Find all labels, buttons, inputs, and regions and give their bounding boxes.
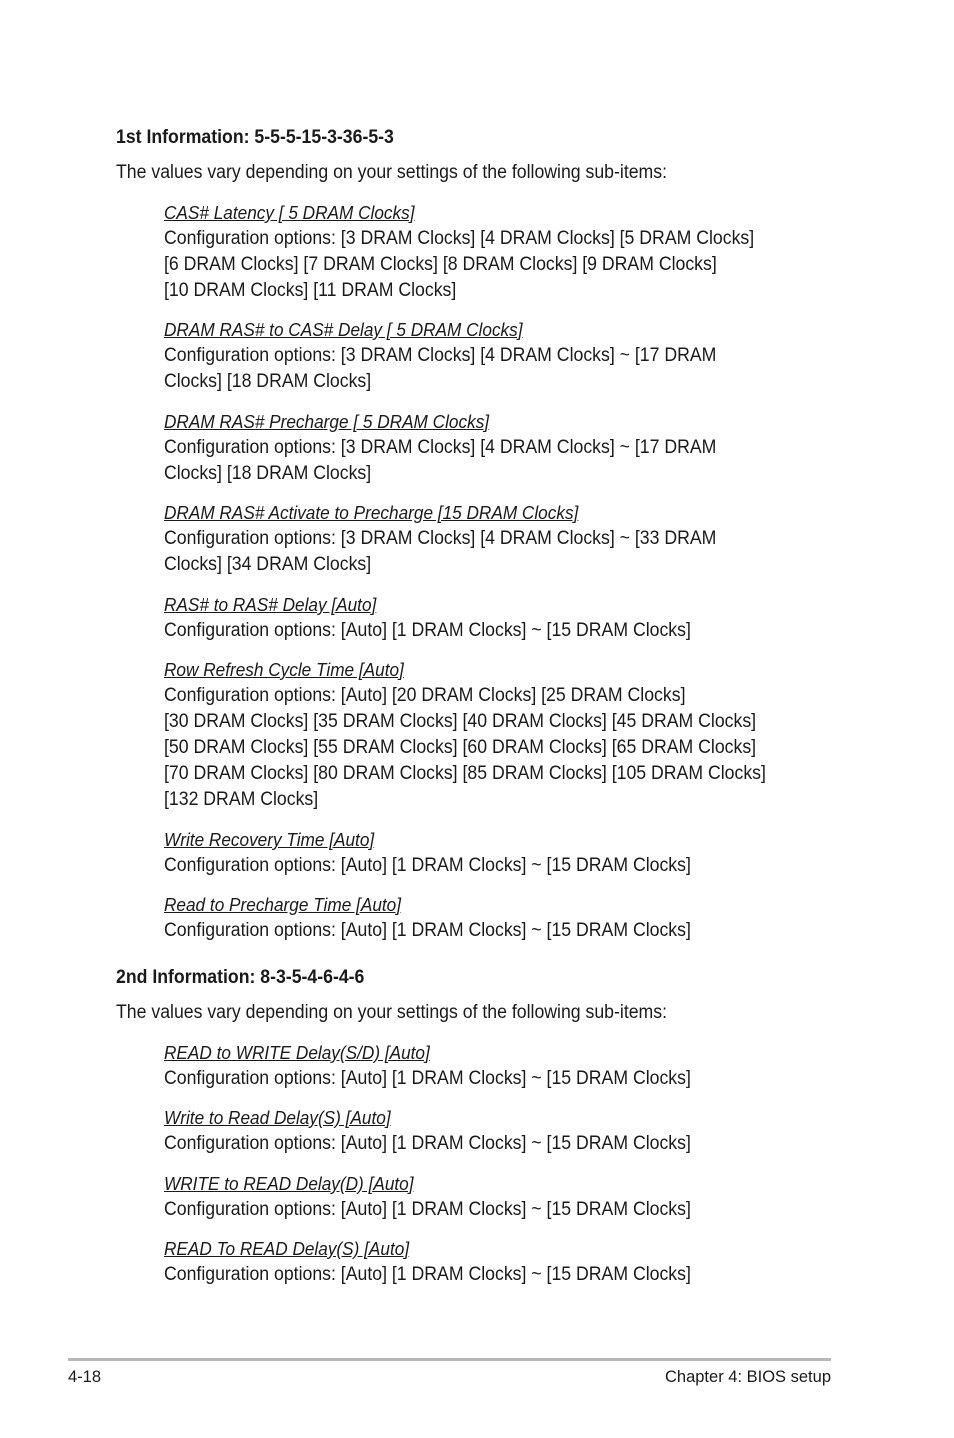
setting-write-to-read-delay-d (164, 1171, 864, 1223)
setting-title: Row Refresh Cycle Time [Auto] (164, 659, 404, 680)
setting-options: Configuration options: [Auto] [1 DRAM Clocks] ~ [15 DRAM Clocks] (164, 620, 691, 641)
setting-ras-activate-to-precharge (164, 500, 864, 578)
section-heading-1st-information: 1st Information: 5-5-5-15-3-36-5-3 (116, 127, 394, 148)
setting-options: Configuration options: [Auto] [1 DRAM Clocks] ~ [15 DRAM Clocks] (164, 1133, 691, 1154)
setting-options: Configuration options: [Auto] [1 DRAM Clocks] ~ [15 DRAM Clocks] (164, 920, 691, 941)
setting-options: Configuration options: [Auto] [1 DRAM Clocks] ~ [15 DRAM Clocks] (164, 1199, 691, 1220)
setting-title: Read to Precharge Time [Auto] (164, 894, 402, 915)
footer-chapter-title: Chapter 4: BIOS setup (664, 1368, 831, 1386)
setting-read-to-write-delay (164, 1040, 864, 1092)
setting-read-to-read-delay (164, 1236, 864, 1288)
setting-title: RAS# to RAS# Delay [Auto] (164, 594, 377, 615)
setting-ras-to-ras-delay (164, 592, 864, 644)
setting-title: DRAM RAS# Precharge [ 5 DRAM Clocks] (164, 411, 490, 432)
setting-options: Configuration options: [3 DRAM Clocks] [4 DRAM Clocks] [5 DRAM Clocks] [6 DRAM Clocks] [7 DRAM Clocks] [8 DRAM Clocks] [9 DRAM Clocks] [10 DRAM Clocks] [11 DRAM Clocks] (164, 228, 755, 301)
setting-options: Configuration options: [Auto] [1 DRAM Clocks] ~ [15 DRAM Clocks] (164, 1264, 691, 1285)
setting-title: DRAM RAS# to CAS# Delay [ 5 DRAM Clocks] (164, 319, 523, 340)
footer-divider (68, 1358, 831, 1361)
setting-options: Configuration options: [Auto] [1 DRAM Clocks] ~ [15 DRAM Clocks] (164, 855, 691, 876)
setting-title: READ to WRITE Delay(S/D) [Auto] (164, 1042, 430, 1063)
setting-title: READ To READ Delay(S) [Auto] (164, 1238, 410, 1259)
setting-row-refresh-cycle-time (164, 657, 864, 813)
setting-options: Configuration options: [Auto] [20 DRAM Clocks] [25 DRAM Clocks] [30 DRAM Clocks] [35 DRAM Clocks] [40 DRAM Clocks] [45 DRAM Clocks] [50 DRAM Clocks] [55 DRAM Clocks] [60 DRAM Clocks] [65 DRAM Clocks] [70 DRAM Clocks] [80 DRAM Clocks] [85 DRAM Clocks] [105 DRAM Clocks] [132 DRAM Clocks] (164, 685, 766, 810)
setting-options: Configuration options: [3 DRAM Clocks] [4 DRAM Clocks] ~ [33 DRAM Clocks] [34 DRAM Clocks] (164, 528, 717, 575)
setting-title: DRAM RAS# Activate to Precharge [15 DRAM Clocks] (164, 502, 579, 523)
setting-title: CAS# Latency [ 5 DRAM Clocks] (164, 202, 415, 223)
setting-options: Configuration options: [3 DRAM Clocks] [4 DRAM Clocks] ~ [17 DRAM Clocks] [18 DRAM Clocks] (164, 345, 717, 392)
setting-options: Configuration options: [3 DRAM Clocks] [4 DRAM Clocks] ~ [17 DRAM Clocks] [18 DRAM Clocks] (164, 437, 717, 484)
setting-ras-to-cas-delay (164, 317, 864, 395)
setting-title: WRITE to READ Delay(D) [Auto] (164, 1173, 414, 1194)
setting-ras-precharge (164, 409, 864, 487)
setting-title: Write to Read Delay(S) [Auto] (164, 1107, 391, 1128)
footer-page-number: 4-18 (68, 1368, 102, 1386)
section-intro-1st-information: The values vary depending on your settings of the following sub-items: (116, 162, 668, 183)
setting-write-to-read-delay-s (164, 1105, 864, 1157)
section-intro-2nd-information: The values vary depending on your settings of the following sub-items: (116, 1002, 668, 1023)
setting-options: Configuration options: [Auto] [1 DRAM Clocks] ~ [15 DRAM Clocks] (164, 1068, 691, 1089)
setting-cas-latency (164, 200, 864, 304)
setting-title: Write Recovery Time [Auto] (164, 829, 375, 850)
setting-write-recovery-time (164, 827, 864, 879)
section-heading-2nd-information: 2nd Information: 8-3-5-4-6-4-6 (116, 967, 365, 988)
setting-read-to-precharge-time (164, 892, 864, 944)
